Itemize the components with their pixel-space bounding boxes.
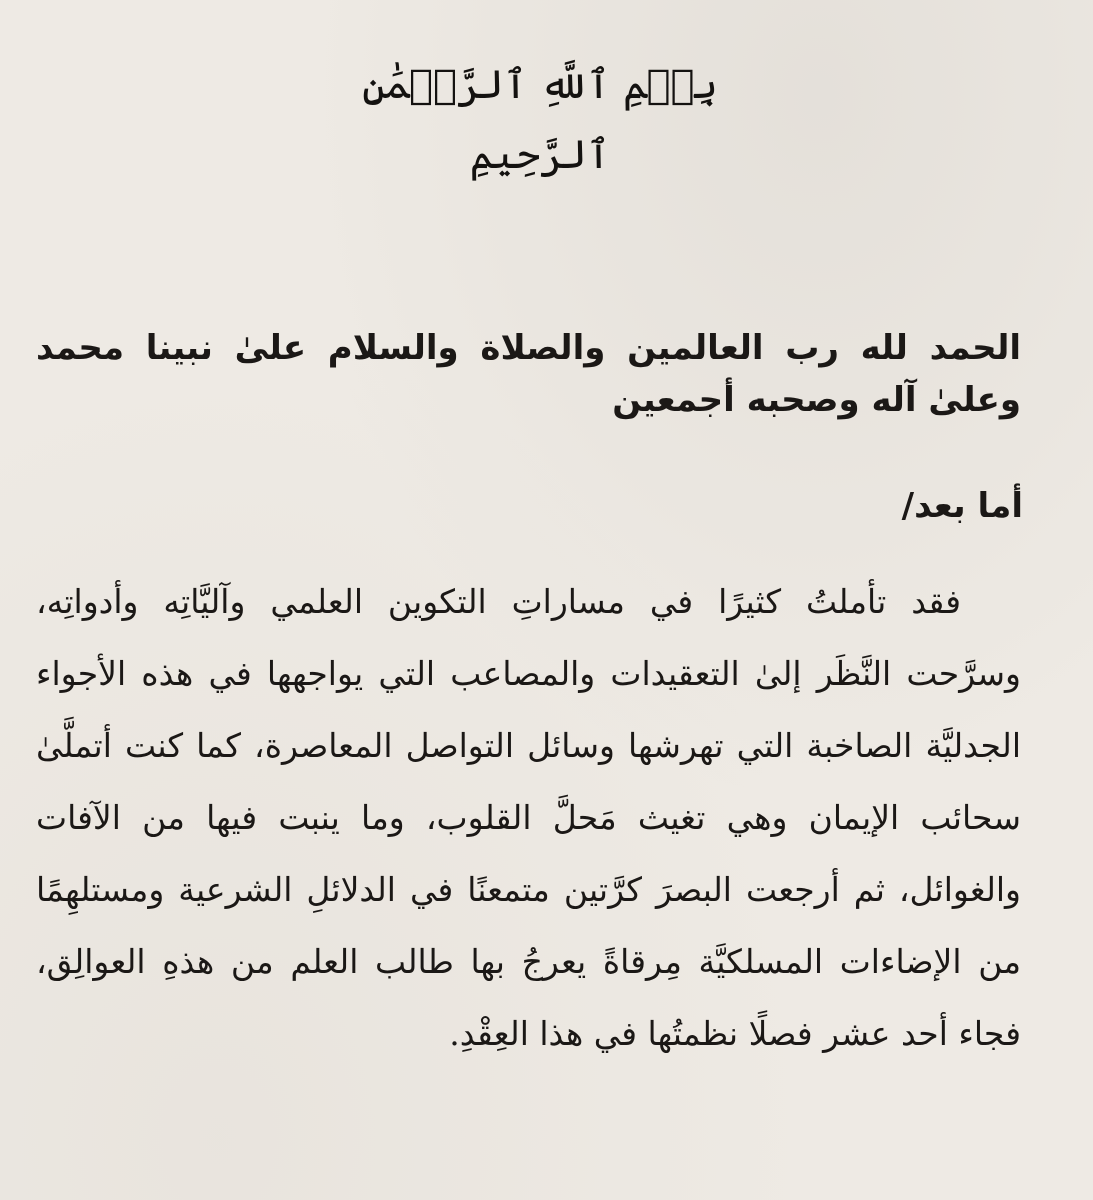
ama-baad-line: أما بعد/ bbox=[901, 486, 1023, 526]
basmala-heading: بِسۡمِ ٱللَّهِ ٱلرَّحۡمَٰنِ ٱلرَّحِيمِ bbox=[362, 62, 718, 178]
opening-praise: الحمد لله رب العالمين والصلاة والسلام علىٰ نبينا محمد وعلىٰ آله وصحبه أجمعين bbox=[36, 328, 1021, 420]
body-paragraph: فقد تأملتُ كثيرًا في مساراتِ التكوين العلمي وآليَّاتِه وأدواتِه، وسرَّحت النَّظَر إلىٰ التعقيدات والمصاعب التي يواجهها في هذه الأجواء الجدليَّة الصاخبة التي تهرشها وسائل التواصل المعاصرة، كما كنت أتملَّىٰ سحائب الإيمان وهي تغيث مَحلَّ القلوب، وما ينبت فيها من الآفات والغوائل، ثم أرجعت البصرَ كرَّتين متمعنًا في الدلائلِ الشرعية ومستلهِمًا من الإضاءات المسلكيَّة مِرقاةً يعرجُ بها طالب العلم من هذهِ العوالِق، فجاء أحد عشر فصلًا نظمتُها في هذا العِقْدِ. bbox=[36, 582, 1021, 1053]
